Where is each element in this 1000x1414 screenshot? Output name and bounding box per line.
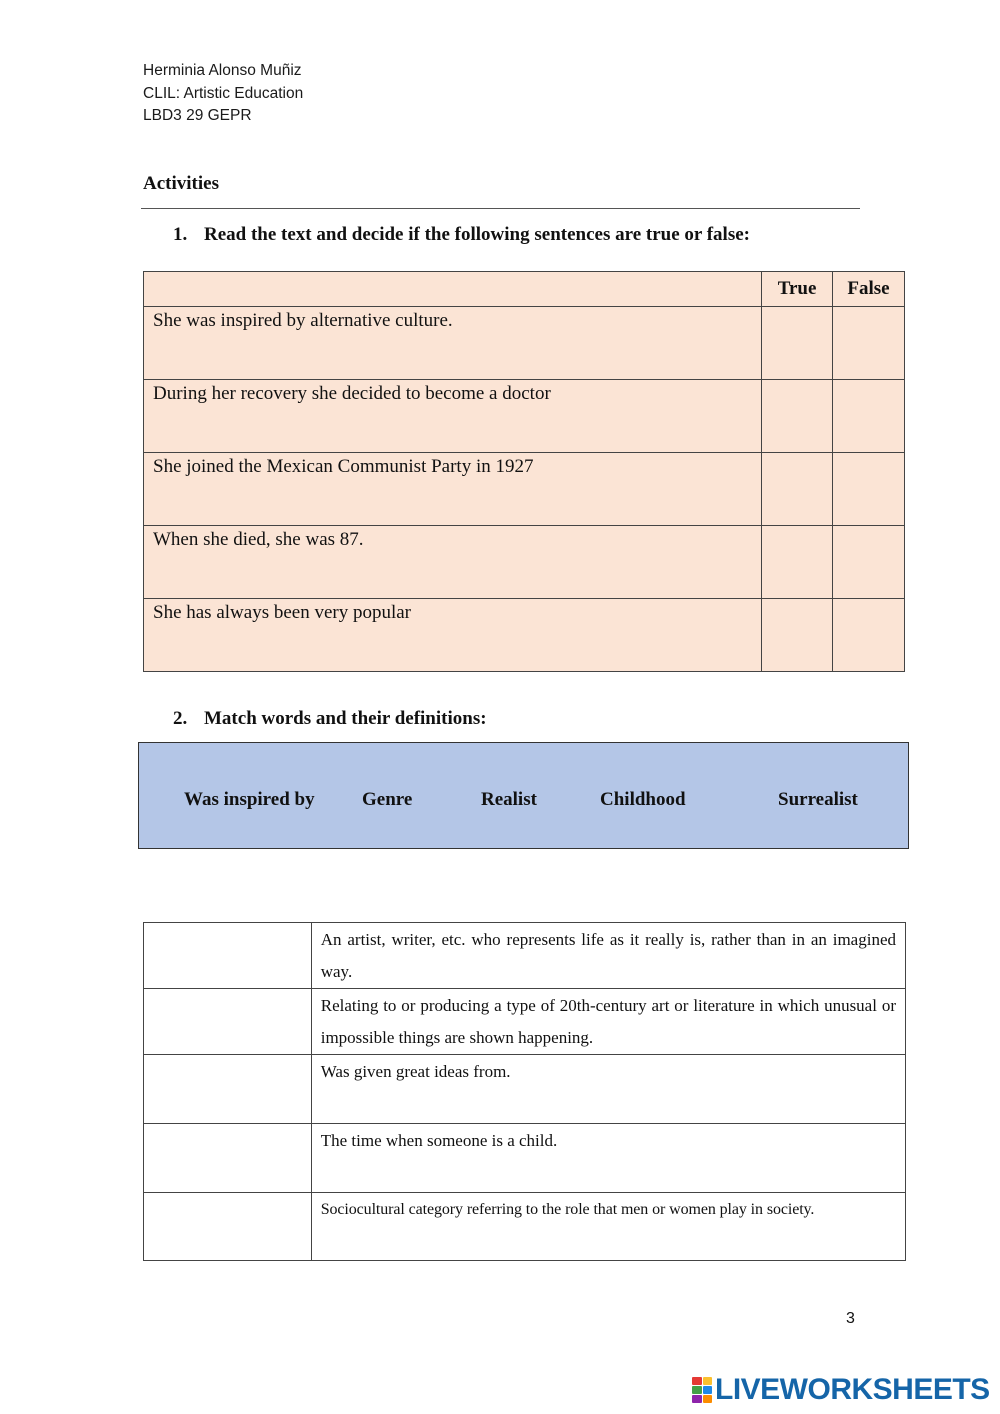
word-bank-item[interactable]: Was inspired by [184,789,315,810]
word-bank-item[interactable]: Surrealist [778,789,858,810]
liveworksheets-wordmark: LIVEWORKSHEETS [715,1373,990,1406]
definitions-table [143,922,906,1261]
table-row [144,989,906,1055]
definition-cell: Relating to or producing a type of 20th-century art or literature in which unusual or impossible things are shown happening. [311,989,905,1055]
question-1-heading [173,224,750,246]
header-blank-cell [144,272,762,307]
table-row [144,380,905,453]
answer-drop-cell[interactable] [144,1055,312,1124]
definition-cell: An artist, writer, etc. who represents life as it really is, rather than in an imagined way. [311,923,905,989]
question-2-heading [173,708,487,730]
document-header [143,60,303,128]
section-title: Activities [143,173,219,194]
page-number: 3 [846,1310,855,1327]
true-answer-cell[interactable] [762,380,833,453]
question-2-text: Match words and their definitions: [204,708,487,729]
statement-cell: When she died, she was 87. [144,526,762,599]
true-answer-cell[interactable] [762,307,833,380]
definition-cell: Sociocultural category referring to the role that men or women play in society. [311,1193,905,1261]
true-answer-cell[interactable] [762,599,833,672]
table-row [144,453,905,526]
true-false-table [143,271,905,672]
table-row [144,526,905,599]
table-row [144,1055,906,1124]
section-divider [141,208,860,209]
question-1-text: Read the text and decide if the following sentences are true or false: [204,224,750,245]
false-answer-cell[interactable] [833,307,905,380]
table-row [144,599,905,672]
table-row [144,923,906,989]
table-header-row [144,272,905,307]
author-name: Herminia Alonso Muñiz [143,62,302,79]
word-bank-item[interactable]: Genre [362,789,413,810]
true-answer-cell[interactable] [762,453,833,526]
answer-drop-cell[interactable] [144,1193,312,1261]
header-false: False [833,272,905,307]
table-row [144,307,905,380]
statement-cell: She was inspired by alternative culture. [144,307,762,380]
definition-cell: The time when someone is a child. [311,1124,905,1193]
header-true: True [762,272,833,307]
answer-drop-cell[interactable] [144,1124,312,1193]
word-bank [138,742,909,849]
definition-cell: Was given great ideas from. [311,1055,905,1124]
question-2-number: 2. [173,708,188,729]
liveworksheets-logo-icon [692,1377,712,1403]
false-answer-cell[interactable] [833,526,905,599]
question-1-number: 1. [173,224,188,245]
statement-cell: During her recovery she decided to become a doctor [144,380,762,453]
answer-drop-cell[interactable] [144,989,312,1055]
word-bank-item[interactable]: Childhood [600,789,686,810]
table-row [144,1193,906,1261]
false-answer-cell[interactable] [833,453,905,526]
table-row [144,1124,906,1193]
answer-drop-cell[interactable] [144,923,312,989]
subject-line: CLIL: Artistic Education [143,84,304,102]
statement-cell: She has always been very popular [144,599,762,672]
word-bank-item[interactable]: Realist [481,789,537,810]
course-code: LBD3 29 GEPR [143,107,252,124]
false-answer-cell[interactable] [833,599,905,672]
statement-cell: She joined the Mexican Communist Party in 1927 [144,453,762,526]
false-answer-cell[interactable] [833,380,905,453]
liveworksheets-brand [692,1373,990,1407]
true-answer-cell[interactable] [762,526,833,599]
